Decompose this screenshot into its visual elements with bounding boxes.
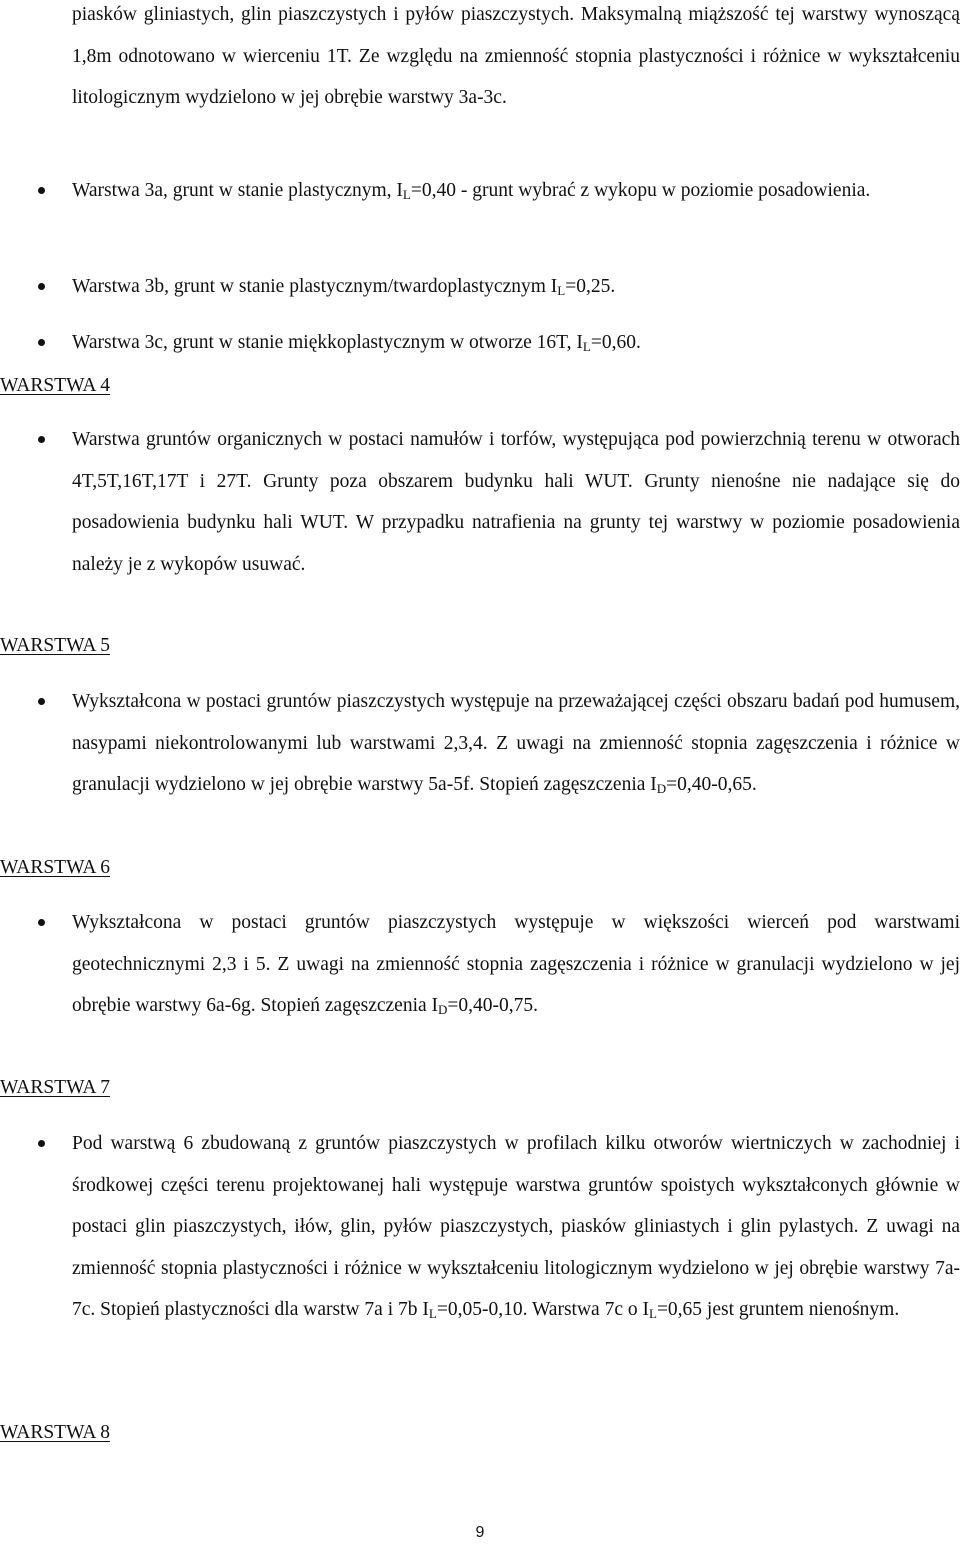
section-heading-warstwa-8: WARSTWA 8: [0, 1422, 110, 1443]
section-heading-warstwa-7: WARSTWA 7: [0, 1077, 110, 1098]
bullet-dot: [38, 436, 45, 443]
w7-bullet: Pod warstwą 6 zbudowaną z gruntów piaszczystych w profilach kilku otworów wiertniczych w zachodniej i środkowej części terenu projektowanej hali występuje warstwa gruntów spoistych wykształconych głównie w postaci glin piaszczystych, iłów, glin, pyłów piaszczystych, piasków gliniastych i glin pylastych. Z uwagi na zmienność stopnia plastyczności i różnice w wykształceniu litologicznym wydzielono w jej obrębie warstwy 7a-7c. Stopień plastyczności dla warstw 7a i 7b $I_L=0,05-0,10$. Warstwa 7c o $I_L=0,65$ jest gruntem nienośnym.: [72, 1133, 960, 1321]
w3b-bullet: Warstwa 3b, grunt w stanie plastycznym/twardoplastycznym $I_L=0,25$.: [72, 276, 616, 298]
w3a-bullet: Warstwa 3a, grunt w stanie plastycznym, $I_L=0,40$ - grunt wybrać z wykopu w poziomie posadowienia.: [72, 180, 871, 202]
bullet-dot: [38, 339, 45, 346]
w5-bullet: Wykształcona w postaci gruntów piaszczystych występuje na przeważającej części obszaru badań pod humusem, nasypami niekontrolowanymi lub warstwami 2,3,4. Z uwagi na zmienność stopnia zagęszczenia i różnice w granulacji wydzielono w jej obrębie warstwy 5a-5f. Stopień zagęszczenia $I_D=0,40-0,65$.: [72, 691, 960, 796]
section-heading-warstwa-5: WARSTWA 5: [0, 635, 110, 656]
bullet-dot: [38, 698, 45, 705]
intro-paragraph: [72, 0, 960, 119]
page-number: 9: [475, 1524, 485, 1541]
bullet-dot: [38, 283, 45, 290]
bullet-dot: [38, 919, 45, 926]
bullet-dot: [38, 187, 45, 194]
w3c-bullet: Warstwa 3c, grunt w stanie miękkoplastycznym w otworze 16T, $I_L=0,60$.: [72, 332, 641, 354]
section-heading-warstwa-6: WARSTWA 6: [0, 857, 110, 878]
w6-bullet: Wykształcona w postaci gruntów piaszczystych występuje w większości wierceń pod warstwami geotechnicznymi 2,3 i 5. Z uwagi na zmienność stopnia zagęszczenia i różnice w granulacji wydzielono w jej obrębie warstwy 6a-6g. Stopień zagęszczenia $I_D=0,40-0,75$.: [72, 912, 960, 1017]
bullet-dot: [38, 1140, 45, 1147]
w4-bullet: Warstwa gruntów organicznych w postaci namułów i torfów, występująca pod powierzchnią terenu w otworach 4T,5T,16T,17T i 27T. Grunty poza obszarem budynku hali WUT. Grunty nienośne nie nadające się do posadowienia budynku hali WUT. W przypadku natrafienia na grunty tej warstwy w poziomie posadowienia należy je z wykopów usuwać.: [72, 429, 960, 575]
section-heading-warstwa-4: WARSTWA 4: [0, 375, 110, 396]
intro-text: piasków gliniastych, glin piaszczystych i pyłów piaszczystych. Maksymalną miąższość tej warstwy wynoszącą 1,8m odnotowano w wierceniu 1T. Ze względu na zmienność stopnia plastyczności i różnice w wykształceniu litologicznym wydzielono w jej obrębie warstwy 3a-3c.: [72, 4, 960, 108]
